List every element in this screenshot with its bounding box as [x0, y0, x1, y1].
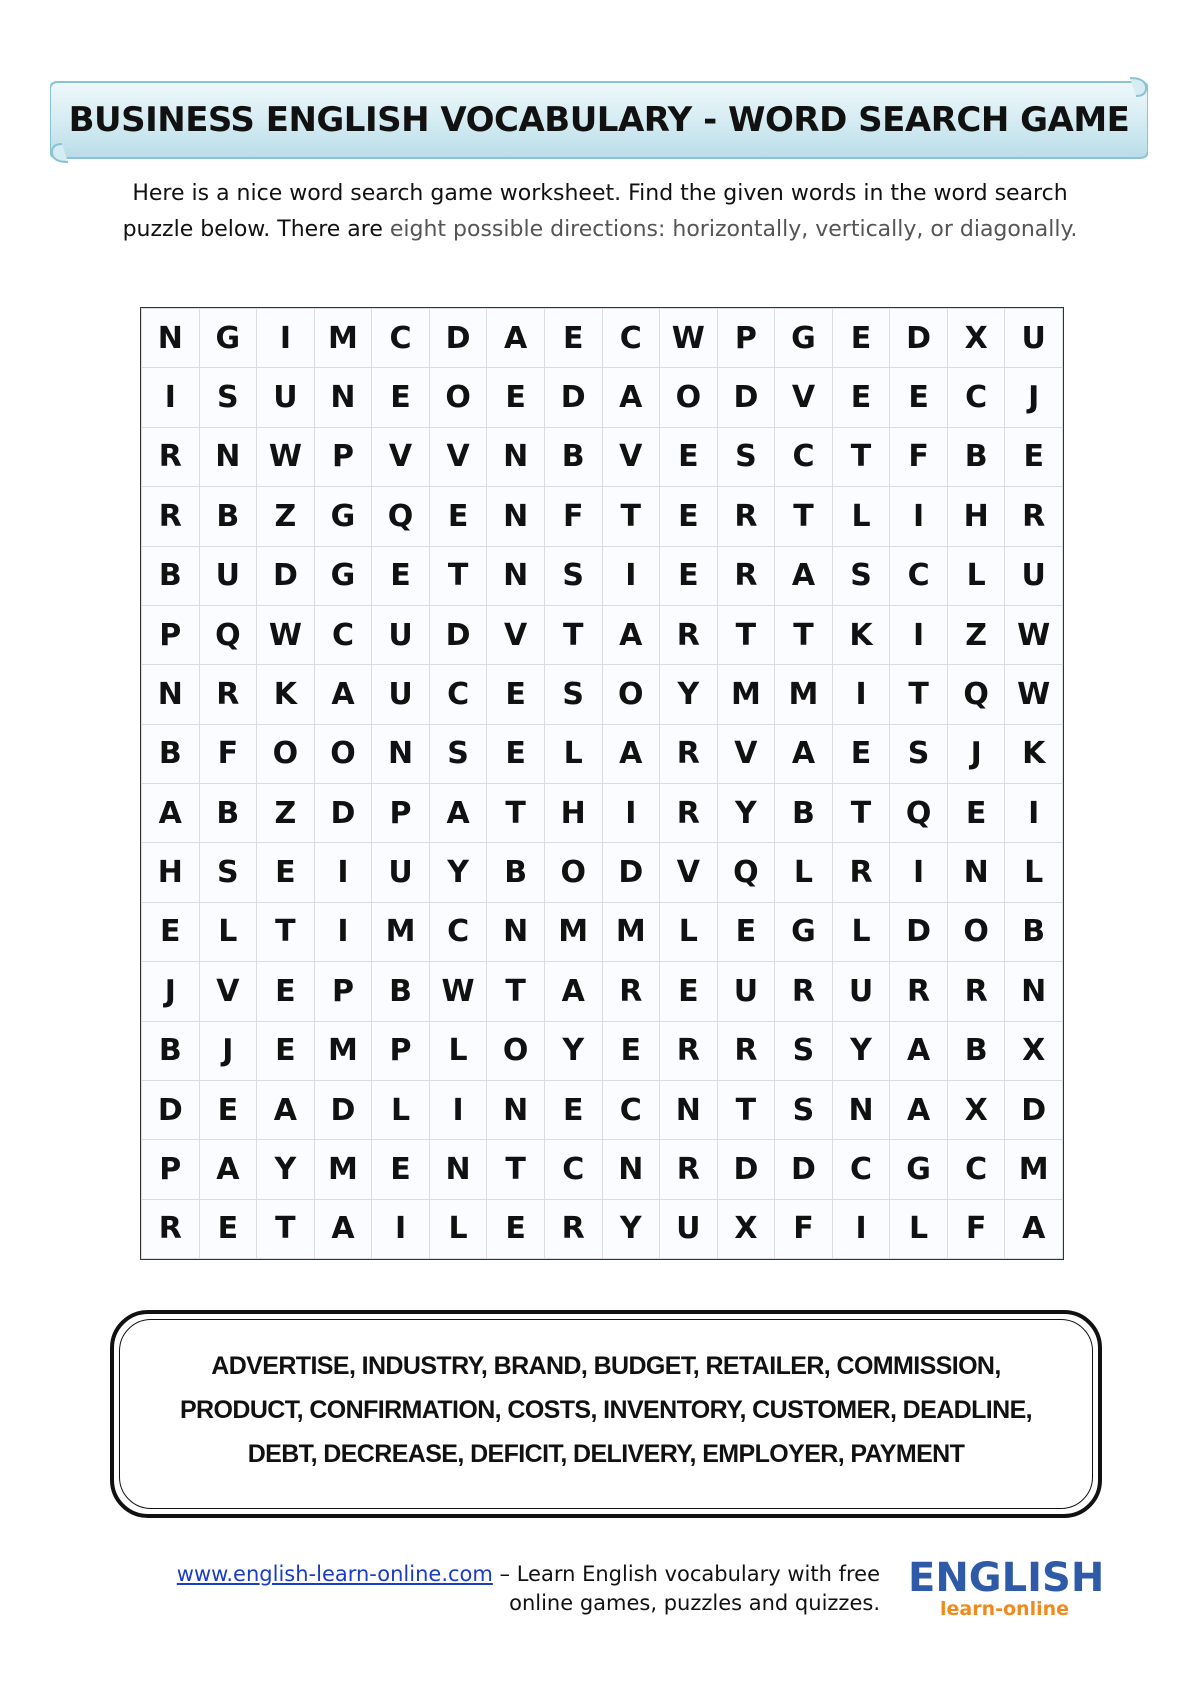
- grid-cell[interactable]: N: [947, 843, 1005, 902]
- grid-cell[interactable]: Y: [660, 665, 718, 724]
- grid-cell[interactable]: L: [199, 902, 257, 961]
- grid-cell[interactable]: Z: [257, 784, 315, 843]
- grid-cell[interactable]: L: [429, 1021, 487, 1080]
- grid-cell[interactable]: G: [890, 1140, 948, 1199]
- grid-cell[interactable]: F: [199, 724, 257, 783]
- grid-cell[interactable]: X: [717, 1199, 775, 1258]
- english-learn-online-logo: [908, 1555, 1108, 1628]
- grid-cell[interactable]: T: [832, 784, 890, 843]
- grid-cell[interactable]: K: [1005, 724, 1063, 783]
- grid-cell[interactable]: T: [257, 1199, 315, 1258]
- grid-row: [142, 487, 1063, 546]
- grid-cell[interactable]: Q: [199, 605, 257, 664]
- grid-cell[interactable]: R: [947, 962, 1005, 1021]
- grid-cell[interactable]: E: [832, 309, 890, 368]
- grid-cell[interactable]: A: [314, 1199, 372, 1258]
- grid-cell[interactable]: R: [142, 1199, 200, 1258]
- grid-cell[interactable]: C: [372, 309, 430, 368]
- grid-cell[interactable]: I: [890, 487, 948, 546]
- grid-cell[interactable]: L: [832, 487, 890, 546]
- grid-cell[interactable]: R: [717, 487, 775, 546]
- grid-cell[interactable]: R: [660, 605, 718, 664]
- grid-cell[interactable]: E: [602, 1021, 660, 1080]
- grid-cell[interactable]: I: [372, 1199, 430, 1258]
- grid-cell[interactable]: E: [660, 487, 718, 546]
- grid-cell[interactable]: T: [775, 605, 833, 664]
- grid-cell[interactable]: N: [142, 665, 200, 724]
- word-list-line: PRODUCT, CONFIRMATION, COSTS, INVENTORY, CUSTOMER, DEADLINE,: [179, 1396, 1032, 1424]
- grid-cell[interactable]: O: [314, 724, 372, 783]
- grid-cell[interactable]: A: [487, 309, 545, 368]
- grid-cell[interactable]: Q: [717, 843, 775, 902]
- grid-cell[interactable]: R: [775, 962, 833, 1021]
- grid-cell[interactable]: L: [429, 1199, 487, 1258]
- grid-cell[interactable]: F: [947, 1199, 1005, 1258]
- grid-row: [142, 665, 1063, 724]
- grid-cell[interactable]: C: [602, 1080, 660, 1139]
- grid-cell[interactable]: L: [775, 843, 833, 902]
- grid-cell[interactable]: E: [142, 902, 200, 961]
- grid-cell[interactable]: M: [602, 902, 660, 961]
- grid-cell[interactable]: U: [1005, 309, 1063, 368]
- grid-row: [142, 784, 1063, 843]
- grid-cell[interactable]: B: [947, 1021, 1005, 1080]
- grid-cell[interactable]: R: [142, 487, 200, 546]
- grid-cell[interactable]: S: [544, 546, 602, 605]
- grid-cell[interactable]: K: [257, 665, 315, 724]
- grid-cell[interactable]: B: [142, 1021, 200, 1080]
- grid-cell[interactable]: M: [314, 309, 372, 368]
- grid-cell[interactable]: D: [142, 1080, 200, 1139]
- grid-cell[interactable]: N: [1005, 962, 1063, 1021]
- grid-cell[interactable]: D: [429, 605, 487, 664]
- grid-cell[interactable]: W: [1005, 665, 1063, 724]
- grid-cell[interactable]: E: [544, 1080, 602, 1139]
- grid-cell[interactable]: D: [544, 368, 602, 427]
- grid-row: [142, 1021, 1063, 1080]
- grid-cell[interactable]: M: [372, 902, 430, 961]
- grid-cell[interactable]: M: [314, 1021, 372, 1080]
- grid-row: [142, 309, 1063, 368]
- grid-cell[interactable]: D: [602, 843, 660, 902]
- grid-cell[interactable]: Q: [890, 784, 948, 843]
- grid-cell[interactable]: L: [660, 902, 718, 961]
- grid-cell[interactable]: E: [429, 487, 487, 546]
- grid-cell[interactable]: A: [775, 724, 833, 783]
- grid-cell[interactable]: L: [947, 546, 1005, 605]
- grid-cell[interactable]: H: [947, 487, 1005, 546]
- grid-cell[interactable]: A: [602, 724, 660, 783]
- grid-cell[interactable]: O: [544, 843, 602, 902]
- grid-cell[interactable]: P: [142, 605, 200, 664]
- grid-cell[interactable]: I: [602, 546, 660, 605]
- grid-cell[interactable]: I: [429, 1080, 487, 1139]
- grid-cell[interactable]: O: [947, 902, 1005, 961]
- grid-cell[interactable]: V: [717, 724, 775, 783]
- grid-cell[interactable]: V: [487, 605, 545, 664]
- grid-cell[interactable]: Q: [372, 487, 430, 546]
- grid-cell[interactable]: I: [602, 784, 660, 843]
- grid-cell[interactable]: D: [717, 1140, 775, 1199]
- grid-cell[interactable]: A: [775, 546, 833, 605]
- website-link[interactable]: www.english-learn-online.com: [176, 1562, 493, 1586]
- grid-cell[interactable]: R: [142, 427, 200, 486]
- grid-cell[interactable]: E: [257, 843, 315, 902]
- grid-cell[interactable]: T: [717, 1080, 775, 1139]
- logo-main-text: ENGLISH: [908, 1555, 1105, 1601]
- grid-cell[interactable]: E: [890, 368, 948, 427]
- footer-line-1: [100, 1560, 880, 1589]
- grid-cell[interactable]: P: [314, 962, 372, 1021]
- grid-cell[interactable]: U: [660, 1199, 718, 1258]
- grid-cell[interactable]: N: [487, 1080, 545, 1139]
- grid-cell[interactable]: C: [429, 902, 487, 961]
- grid-cell[interactable]: O: [487, 1021, 545, 1080]
- grid-cell[interactable]: B: [372, 962, 430, 1021]
- grid-cell[interactable]: U: [372, 843, 430, 902]
- grid-cell[interactable]: C: [314, 605, 372, 664]
- grid-cell[interactable]: P: [314, 427, 372, 486]
- grid-cell[interactable]: W: [429, 962, 487, 1021]
- grid-cell[interactable]: Y: [602, 1199, 660, 1258]
- grid-cell[interactable]: P: [372, 784, 430, 843]
- grid-cell[interactable]: A: [1005, 1199, 1063, 1258]
- grid-cell[interactable]: L: [1005, 843, 1063, 902]
- grid-cell[interactable]: R: [832, 843, 890, 902]
- grid-cell[interactable]: C: [890, 546, 948, 605]
- grid-cell[interactable]: Y: [544, 1021, 602, 1080]
- grid-cell[interactable]: A: [429, 784, 487, 843]
- intro-line-2-prefix: puzzle below. There are: [122, 217, 390, 242]
- grid-cell[interactable]: E: [660, 962, 718, 1021]
- grid-cell[interactable]: I: [142, 368, 200, 427]
- grid-cell[interactable]: Z: [947, 605, 1005, 664]
- grid-cell[interactable]: D: [775, 1140, 833, 1199]
- grid-cell[interactable]: D: [1005, 1080, 1063, 1139]
- grid-cell[interactable]: D: [257, 546, 315, 605]
- grid-cell[interactable]: T: [775, 487, 833, 546]
- grid-cell[interactable]: N: [487, 427, 545, 486]
- grid-cell[interactable]: C: [429, 665, 487, 724]
- grid-cell[interactable]: D: [717, 368, 775, 427]
- grid-cell[interactable]: N: [832, 1080, 890, 1139]
- intro-directions: eight possible directions: horizontally, vertically, or diagonally.: [389, 217, 1078, 242]
- word-list: [114, 1344, 1098, 1476]
- grid-cell[interactable]: T: [832, 427, 890, 486]
- grid-row: [142, 962, 1063, 1021]
- grid-cell[interactable]: L: [890, 1199, 948, 1258]
- logo-sub-text: learn-online: [940, 1598, 1070, 1620]
- grid-cell[interactable]: O: [602, 665, 660, 724]
- grid-row: [142, 902, 1063, 961]
- grid-cell[interactable]: E: [544, 309, 602, 368]
- grid-cell[interactable]: R: [660, 1140, 718, 1199]
- grid-cell[interactable]: W: [1005, 605, 1063, 664]
- grid-cell[interactable]: U: [372, 605, 430, 664]
- grid-cell[interactable]: B: [199, 487, 257, 546]
- grid-cell[interactable]: R: [1005, 487, 1063, 546]
- grid-cell[interactable]: U: [257, 368, 315, 427]
- grid-cell[interactable]: B: [142, 724, 200, 783]
- grid-cell[interactable]: N: [487, 546, 545, 605]
- grid-cell[interactable]: E: [1005, 427, 1063, 486]
- grid-cell[interactable]: E: [487, 1199, 545, 1258]
- grid-cell[interactable]: A: [142, 784, 200, 843]
- grid-cell[interactable]: I: [257, 309, 315, 368]
- grid-cell[interactable]: W: [257, 427, 315, 486]
- grid-row: [142, 427, 1063, 486]
- footer-line-2: online games, puzzles and quizzes.: [509, 1591, 880, 1615]
- grid-cell[interactable]: A: [602, 368, 660, 427]
- grid-row: [142, 724, 1063, 783]
- grid-cell[interactable]: T: [544, 605, 602, 664]
- grid-row: [142, 843, 1063, 902]
- grid-cell[interactable]: T: [257, 902, 315, 961]
- grid-cell[interactable]: G: [775, 902, 833, 961]
- footer-tagline: – Learn English vocabulary with free: [492, 1562, 880, 1586]
- grid-cell[interactable]: R: [717, 546, 775, 605]
- grid-cell[interactable]: N: [660, 1080, 718, 1139]
- grid-cell[interactable]: I: [314, 902, 372, 961]
- grid-cell[interactable]: Y: [429, 843, 487, 902]
- grid-cell[interactable]: W: [660, 309, 718, 368]
- grid-cell[interactable]: N: [142, 309, 200, 368]
- grid-cell[interactable]: F: [775, 1199, 833, 1258]
- grid-cell[interactable]: P: [717, 309, 775, 368]
- grid-cell[interactable]: U: [832, 962, 890, 1021]
- grid-cell[interactable]: N: [487, 902, 545, 961]
- grid-cell[interactable]: Y: [832, 1021, 890, 1080]
- grid-cell[interactable]: J: [947, 724, 1005, 783]
- grid-cell[interactable]: R: [660, 784, 718, 843]
- grid-cell[interactable]: N: [429, 1140, 487, 1199]
- grid-row: [142, 1140, 1063, 1199]
- grid-cell[interactable]: D: [314, 784, 372, 843]
- grid-cell[interactable]: F: [544, 487, 602, 546]
- grid-cell[interactable]: B: [947, 427, 1005, 486]
- grid-cell[interactable]: C: [947, 368, 1005, 427]
- grid-cell[interactable]: T: [717, 605, 775, 664]
- grid-cell[interactable]: R: [199, 665, 257, 724]
- grid-cell[interactable]: B: [1005, 902, 1063, 961]
- grid-cell[interactable]: T: [602, 487, 660, 546]
- intro-paragraph: [40, 176, 1160, 248]
- grid-cell[interactable]: S: [199, 368, 257, 427]
- grid-cell[interactable]: O: [257, 724, 315, 783]
- grid-row: [142, 546, 1063, 605]
- grid-cell[interactable]: S: [890, 724, 948, 783]
- grid-cell[interactable]: Z: [257, 487, 315, 546]
- grid-cell[interactable]: R: [602, 962, 660, 1021]
- grid-cell[interactable]: E: [487, 665, 545, 724]
- grid-cell[interactable]: L: [832, 902, 890, 961]
- grid-cell[interactable]: K: [832, 605, 890, 664]
- grid-cell[interactable]: H: [142, 843, 200, 902]
- grid-cell[interactable]: B: [544, 427, 602, 486]
- grid-cell[interactable]: C: [544, 1140, 602, 1199]
- grid-table: [141, 308, 1063, 1259]
- grid-cell[interactable]: F: [890, 427, 948, 486]
- grid-cell[interactable]: E: [832, 368, 890, 427]
- grid-cell[interactable]: E: [372, 1140, 430, 1199]
- grid-cell[interactable]: R: [660, 724, 718, 783]
- grid-cell[interactable]: T: [487, 1140, 545, 1199]
- grid-cell[interactable]: A: [199, 1140, 257, 1199]
- grid-cell[interactable]: L: [544, 724, 602, 783]
- grid-cell[interactable]: G: [775, 309, 833, 368]
- grid-cell[interactable]: S: [544, 665, 602, 724]
- grid-cell[interactable]: E: [660, 427, 718, 486]
- word-search-grid: [140, 307, 1064, 1260]
- grid-cell[interactable]: E: [372, 546, 430, 605]
- grid-cell[interactable]: S: [717, 427, 775, 486]
- grid-cell[interactable]: C: [947, 1140, 1005, 1199]
- grid-cell[interactable]: X: [1005, 1021, 1063, 1080]
- grid-cell[interactable]: N: [372, 724, 430, 783]
- grid-cell[interactable]: V: [660, 843, 718, 902]
- grid-cell[interactable]: E: [947, 784, 1005, 843]
- intro-line-1: Here is a nice word search game worksheet. Find the given words in the word search: [132, 181, 1068, 206]
- grid-cell[interactable]: B: [142, 546, 200, 605]
- grid-cell[interactable]: U: [717, 962, 775, 1021]
- grid-cell[interactable]: U: [372, 665, 430, 724]
- grid-cell[interactable]: V: [602, 427, 660, 486]
- grid-cell[interactable]: G: [314, 487, 372, 546]
- grid-cell[interactable]: S: [775, 1080, 833, 1139]
- grid-cell[interactable]: M: [1005, 1140, 1063, 1199]
- grid-cell[interactable]: A: [544, 962, 602, 1021]
- grid-cell[interactable]: B: [487, 843, 545, 902]
- grid-cell[interactable]: O: [429, 368, 487, 427]
- grid-row: [142, 605, 1063, 664]
- grid-cell[interactable]: V: [372, 427, 430, 486]
- grid-cell[interactable]: M: [544, 902, 602, 961]
- grid-cell[interactable]: B: [775, 784, 833, 843]
- grid-cell[interactable]: D: [890, 902, 948, 961]
- word-list-line: DEBT, DECREASE, DEFICIT, DELIVERY, EMPLOYER, PAYMENT: [247, 1440, 965, 1468]
- grid-cell[interactable]: U: [199, 546, 257, 605]
- grid-cell[interactable]: Y: [257, 1140, 315, 1199]
- grid-cell[interactable]: V: [429, 427, 487, 486]
- grid-cell[interactable]: D: [314, 1080, 372, 1139]
- grid-cell[interactable]: A: [257, 1080, 315, 1139]
- footer: [100, 1560, 880, 1618]
- word-list-box: [110, 1310, 1102, 1518]
- grid-cell[interactable]: V: [775, 368, 833, 427]
- grid-cell[interactable]: A: [602, 605, 660, 664]
- grid-cell[interactable]: J: [142, 962, 200, 1021]
- grid-row: [142, 1080, 1063, 1139]
- grid-cell[interactable]: S: [832, 546, 890, 605]
- grid-row: [142, 368, 1063, 427]
- grid-cell[interactable]: P: [142, 1140, 200, 1199]
- grid-cell[interactable]: G: [199, 309, 257, 368]
- grid-cell[interactable]: S: [775, 1021, 833, 1080]
- grid-cell[interactable]: R: [660, 1021, 718, 1080]
- grid-cell[interactable]: N: [199, 427, 257, 486]
- grid-cell[interactable]: O: [660, 368, 718, 427]
- grid-cell[interactable]: T: [429, 546, 487, 605]
- grid-cell[interactable]: E: [257, 1021, 315, 1080]
- grid-cell[interactable]: E: [372, 368, 430, 427]
- grid-cell[interactable]: N: [487, 487, 545, 546]
- grid-cell[interactable]: I: [890, 605, 948, 664]
- grid-cell[interactable]: N: [314, 368, 372, 427]
- grid-cell[interactable]: M: [717, 665, 775, 724]
- grid-cell[interactable]: A: [890, 1080, 948, 1139]
- grid-cell[interactable]: E: [717, 902, 775, 961]
- grid-cell[interactable]: E: [199, 1199, 257, 1258]
- grid-cell[interactable]: E: [487, 368, 545, 427]
- grid-cell[interactable]: G: [314, 546, 372, 605]
- word-list-line: ADVERTISE, INDUSTRY, BRAND, BUDGET, RETAILER, COMMISSION,: [211, 1352, 1001, 1380]
- grid-cell[interactable]: J: [199, 1021, 257, 1080]
- grid-cell[interactable]: E: [660, 546, 718, 605]
- grid-cell[interactable]: C: [602, 309, 660, 368]
- grid-cell[interactable]: A: [314, 665, 372, 724]
- grid-cell[interactable]: S: [429, 724, 487, 783]
- grid-cell[interactable]: I: [832, 665, 890, 724]
- grid-cell[interactable]: T: [487, 784, 545, 843]
- grid-cell[interactable]: D: [890, 309, 948, 368]
- title-banner: [50, 76, 1148, 164]
- grid-cell[interactable]: L: [372, 1080, 430, 1139]
- grid-cell[interactable]: T: [890, 665, 948, 724]
- grid-cell[interactable]: X: [947, 1080, 1005, 1139]
- grid-cell[interactable]: E: [199, 1080, 257, 1139]
- page-title: BUSINESS ENGLISH VOCABULARY - WORD SEARCH GAME: [68, 100, 1130, 140]
- grid-cell[interactable]: R: [544, 1199, 602, 1258]
- grid-cell[interactable]: N: [602, 1140, 660, 1199]
- grid-cell[interactable]: I: [832, 1199, 890, 1258]
- grid-cell[interactable]: A: [890, 1021, 948, 1080]
- grid-cell[interactable]: T: [487, 962, 545, 1021]
- grid-cell[interactable]: H: [544, 784, 602, 843]
- grid-cell[interactable]: J: [1005, 368, 1063, 427]
- grid-cell[interactable]: C: [775, 427, 833, 486]
- grid-cell[interactable]: V: [199, 962, 257, 1021]
- grid-cell[interactable]: R: [890, 962, 948, 1021]
- grid-cell[interactable]: B: [199, 784, 257, 843]
- grid-cell[interactable]: Y: [717, 784, 775, 843]
- grid-cell[interactable]: I: [890, 843, 948, 902]
- grid-cell[interactable]: I: [314, 843, 372, 902]
- grid-cell[interactable]: E: [257, 962, 315, 1021]
- grid-cell[interactable]: I: [1005, 784, 1063, 843]
- grid-cell[interactable]: M: [775, 665, 833, 724]
- grid-cell[interactable]: P: [372, 1021, 430, 1080]
- grid-cell[interactable]: D: [429, 309, 487, 368]
- grid-cell[interactable]: S: [199, 843, 257, 902]
- grid-cell[interactable]: Q: [947, 665, 1005, 724]
- grid-cell[interactable]: R: [717, 1021, 775, 1080]
- grid-cell[interactable]: E: [832, 724, 890, 783]
- grid-cell[interactable]: M: [314, 1140, 372, 1199]
- grid-cell[interactable]: E: [487, 724, 545, 783]
- grid-cell[interactable]: W: [257, 605, 315, 664]
- grid-cell[interactable]: U: [1005, 546, 1063, 605]
- grid-cell[interactable]: C: [832, 1140, 890, 1199]
- grid-cell[interactable]: X: [947, 309, 1005, 368]
- intro-line-2: [40, 212, 1160, 248]
- grid-row: [142, 1199, 1063, 1258]
